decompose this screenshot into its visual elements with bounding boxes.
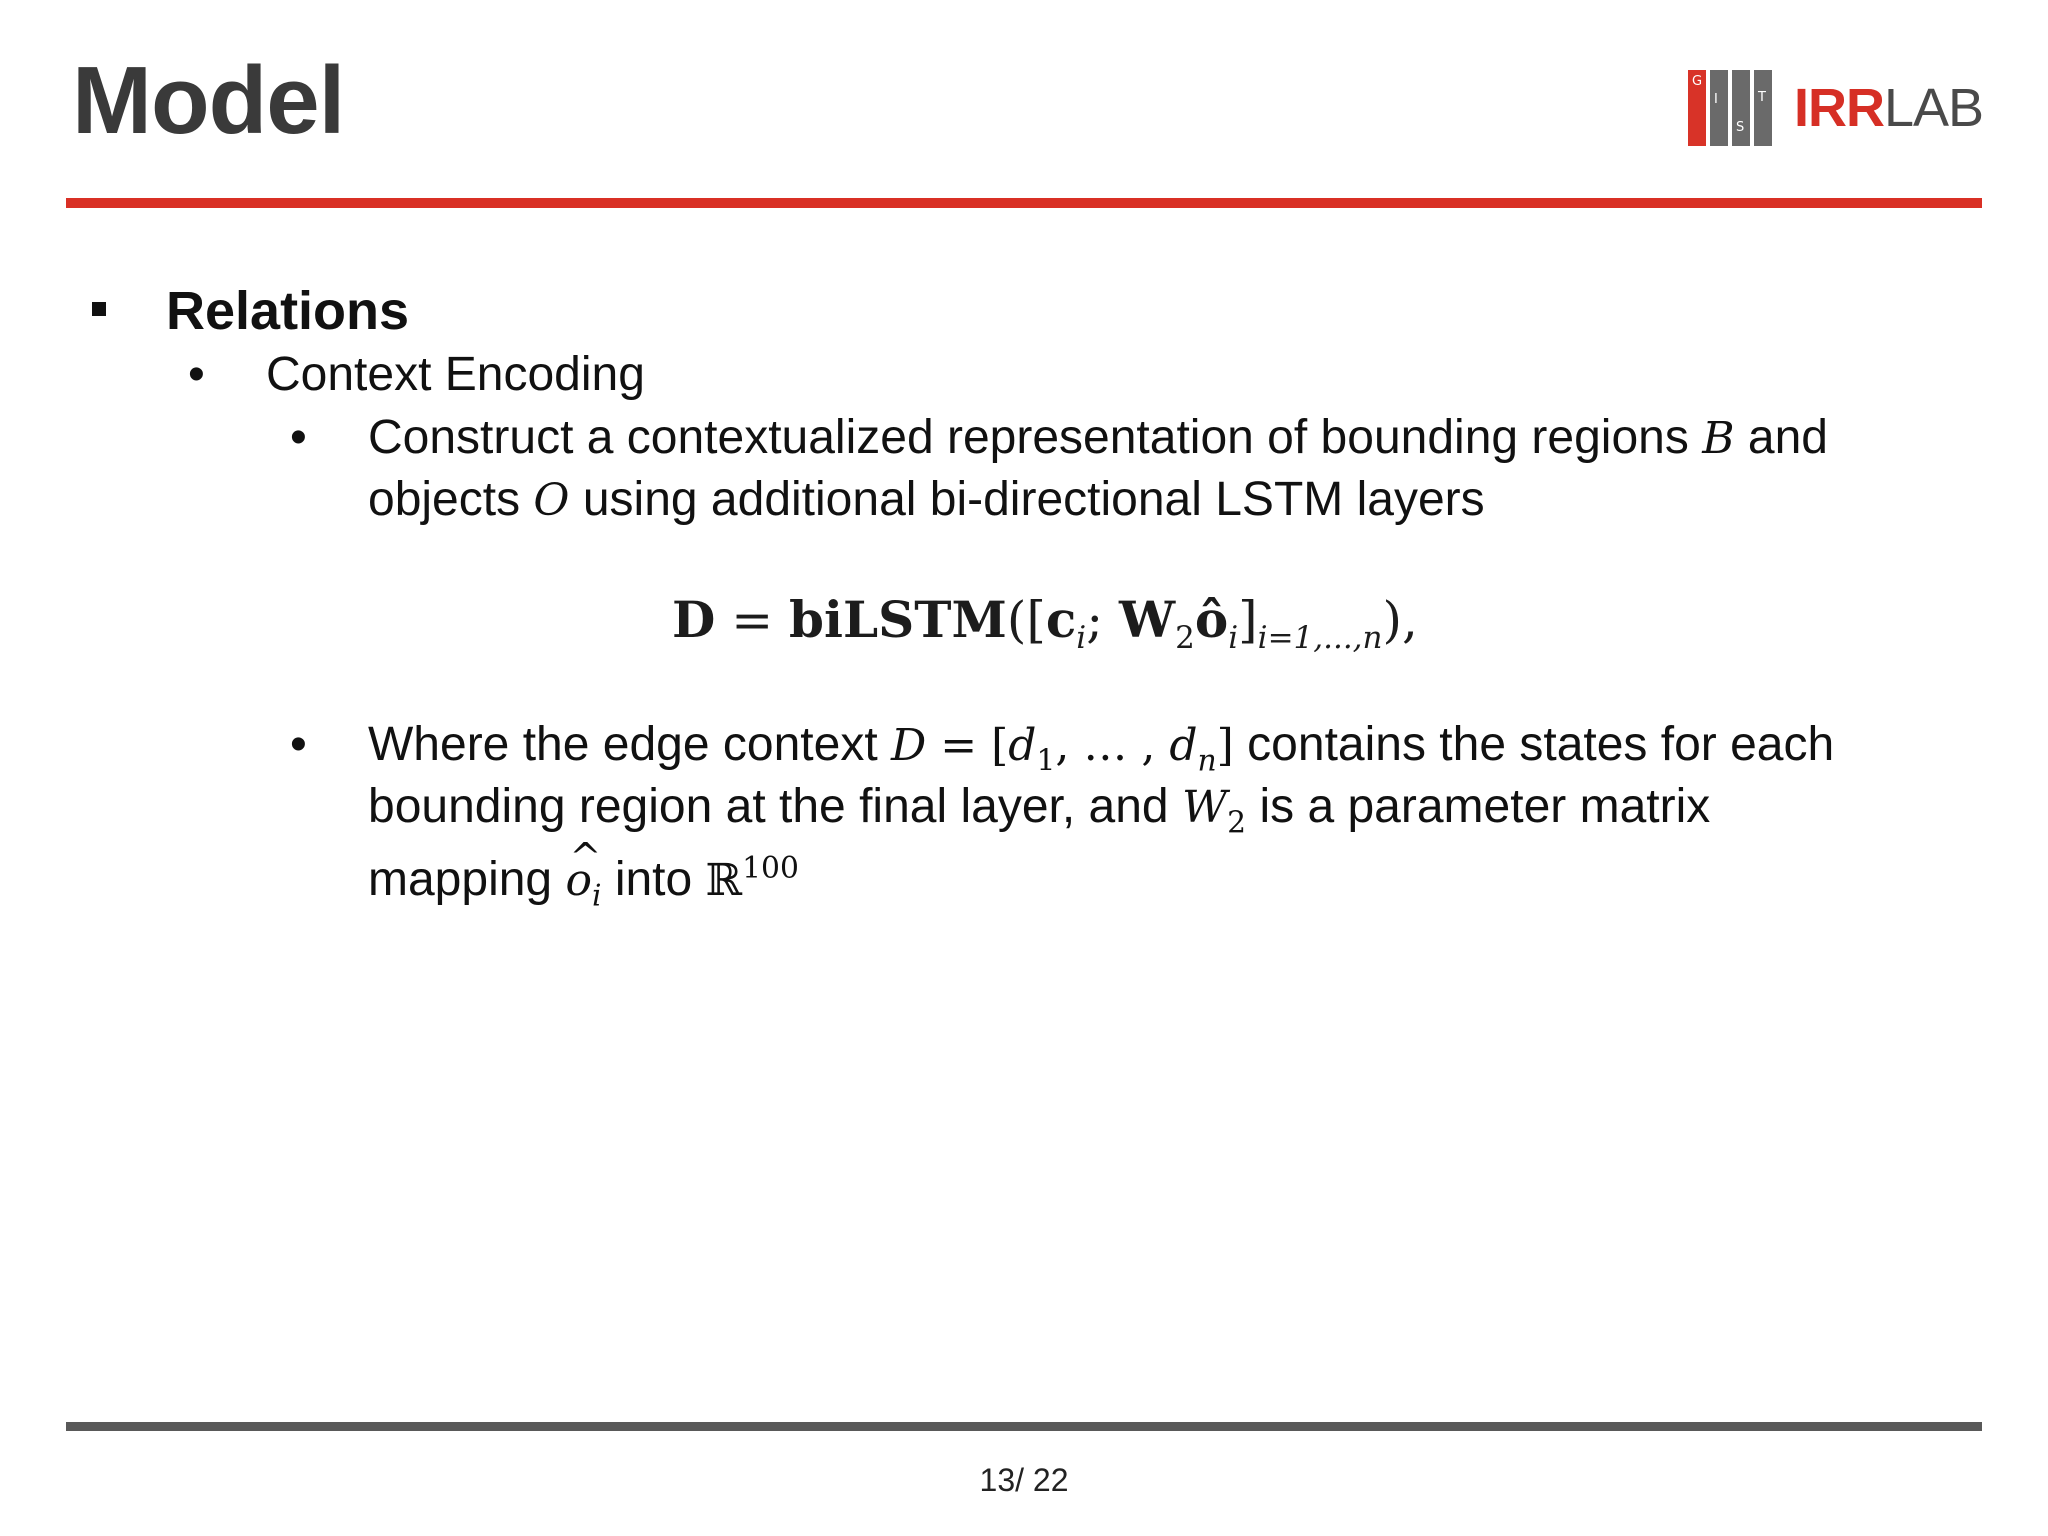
gist-logo-mark xyxy=(1688,70,1776,146)
square-bullet-icon xyxy=(92,302,106,316)
slide-title: Model xyxy=(72,47,345,154)
irrlab-logo xyxy=(1688,70,1983,146)
bilstm-equation: $D = biLSTM([c_i$; $W_2ô_i]_{i=1,...,n}$), xyxy=(672,590,1418,656)
bullet-construct-text: Construct a contextualized representation of bounding regions B and objects O using additional bi-directional LSTM layers xyxy=(368,411,1828,526)
logo-wordmark xyxy=(1794,78,1984,138)
page-number: 13/ 22 xyxy=(979,1462,1069,1498)
bullet-dot-icon: • xyxy=(188,348,205,401)
logo-bar-i: I xyxy=(1710,70,1728,146)
logo-bar-s: S xyxy=(1732,70,1750,146)
subheading-context-encoding: Context Encoding xyxy=(266,348,645,401)
logo-text-irr: IRR xyxy=(1794,78,1884,138)
footer-divider xyxy=(66,1422,1982,1431)
logo-bar-t: T xyxy=(1754,70,1772,146)
bullet-edge-context-text: Where the edge context $D = [d_1$, … , $d_n$] contains the states for each bounding region at the final layer, and $W_2$ is a parameter matrix mapping ^ $o_i$ into ℝ$^{100}$ xyxy=(368,714,2028,900)
logo-bar-g: G xyxy=(1688,70,1706,146)
bullet-dot-icon: • xyxy=(290,718,307,771)
bullet-dot-icon: • xyxy=(290,411,307,464)
title-divider xyxy=(66,198,1982,208)
heading-relations: Relations xyxy=(166,281,410,341)
logo-text-lab: LAB xyxy=(1884,78,1984,138)
